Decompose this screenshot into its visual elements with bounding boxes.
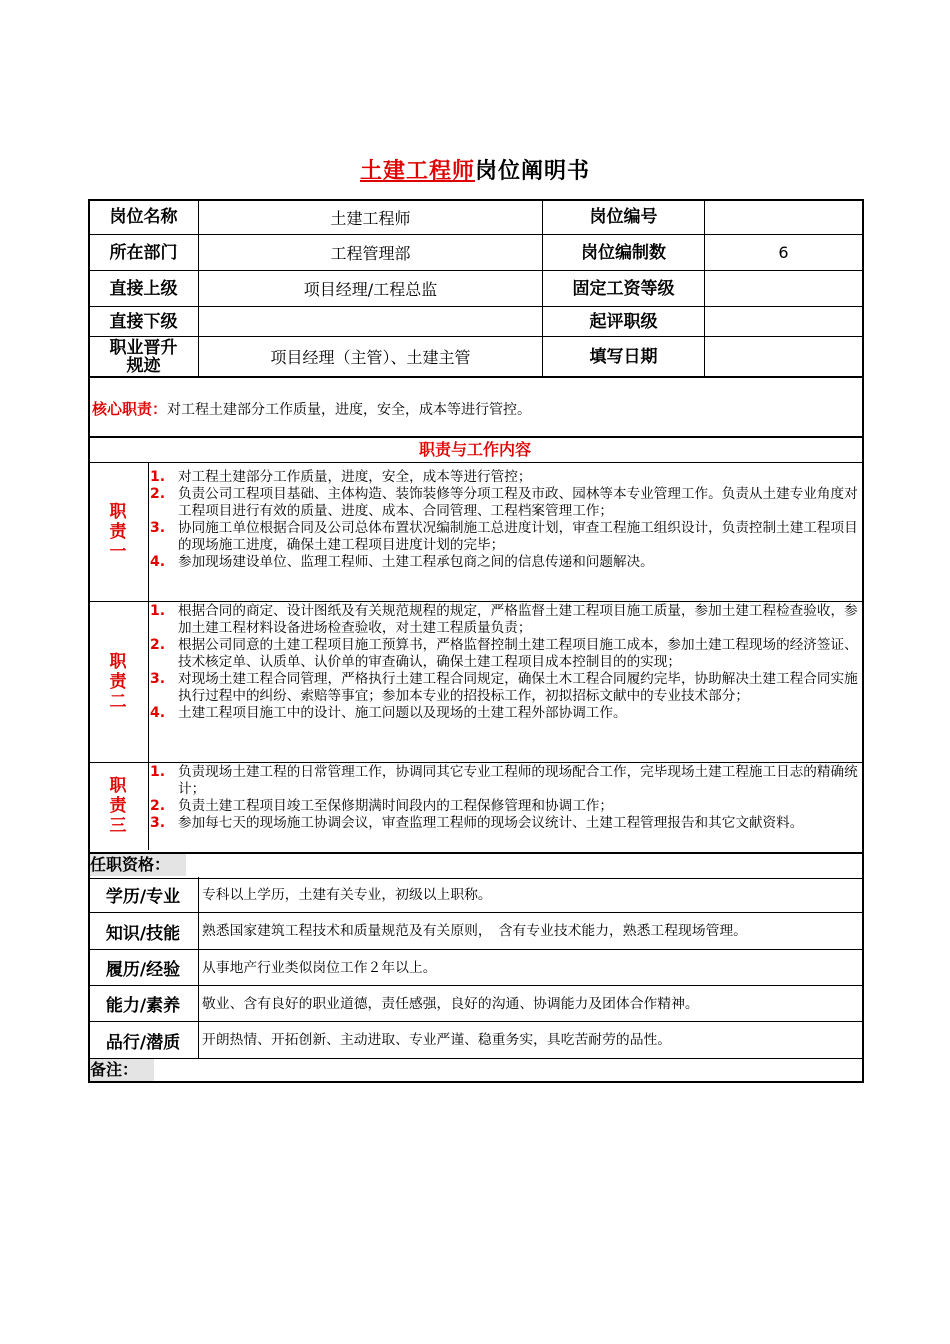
item-number: 2. <box>150 637 166 653</box>
duty-label-char: 职 <box>109 651 127 672</box>
label-fill-date: 填写日期 <box>543 337 705 377</box>
duty-label-char: 责 <box>109 671 127 692</box>
label-subordinate: 直接下级 <box>89 307 199 337</box>
item-number: 1. <box>150 764 166 780</box>
list-item <box>150 520 860 554</box>
qualifications-header <box>88 852 862 879</box>
qual-row-ability <box>88 986 862 1022</box>
duty-label-char: 责 <box>109 796 127 816</box>
qual-value: 专科以上学历，土建有关专业，初级以上职称。 <box>202 886 492 903</box>
duty-label-char: 一 <box>109 542 127 562</box>
qual-label: 能力/素养 <box>88 986 199 1021</box>
item-number: 1. <box>150 603 166 619</box>
list-item <box>150 603 860 637</box>
item-text: 参加现场建设单位、监理工程师、土建工程承包商之间的信息传递和问题解决。 <box>178 554 654 570</box>
basic-info-table <box>88 199 863 377</box>
table-row <box>89 307 863 337</box>
label-career-path <box>89 337 199 377</box>
duty-block-1 <box>88 463 862 602</box>
core-duty <box>92 398 531 419</box>
qual-value: 开朗热情、开拓创新、主动进取、专业严谨、稳重务实，具吃苦耐劳的品性。 <box>202 1032 672 1048</box>
item-text: 参加每七天的现场施工协调会议，审查监理工程师的现场会议统计、土建工程管理报告和其它文献资料。 <box>178 815 804 831</box>
item-number: 3. <box>150 671 166 687</box>
label-superior: 直接上级 <box>89 271 199 307</box>
duties-section-title: 职责与工作内容 <box>88 438 862 463</box>
list-item <box>150 671 860 705</box>
qual-label: 品行/潜质 <box>88 1022 199 1058</box>
notes-label: 备注： <box>88 1059 154 1081</box>
duty-label-char: 二 <box>109 691 127 712</box>
qual-label: 履历/经验 <box>88 950 199 985</box>
value-headcount: 6 <box>705 235 863 271</box>
table-row <box>89 337 863 377</box>
item-text: 根据合同的商定、设计图纸及有关规范规程的规定，严格监督土建工程项目施工质量，参加土建工程检查验收，参加土建工程材料设备进场检查验收，对土建工程质量负责； <box>178 603 858 636</box>
item-text: 协同施工单位根据合同及公司总体布置状况编制施工总进度计划，审查工程施工组织设计，负责控制土建工程项目的现场施工进度，确保土建工程项目进度计划的完毕； <box>178 520 858 553</box>
list-item <box>150 798 860 815</box>
duty-label-2 <box>88 601 149 762</box>
item-number: 3. <box>150 520 166 536</box>
item-number: 1. <box>150 469 166 485</box>
duty-block-3 <box>88 762 862 850</box>
item-text: 土建工程项目施工中的设计、施工问题以及现场的土建工程外部协调工作。 <box>178 705 627 721</box>
list-item <box>150 815 860 832</box>
list-item <box>150 469 860 486</box>
qual-label: 知识/技能 <box>88 913 199 949</box>
item-number: 4. <box>150 705 166 721</box>
notes-row <box>88 1059 862 1081</box>
label-position-code: 岗位编号 <box>543 200 705 235</box>
qual-value: 敬业、含有良好的职业道德，责任感强，良好的沟通、协调能力及团体合作精神。 <box>202 995 699 1012</box>
duty-label-3 <box>88 762 149 850</box>
core-duty-section <box>88 376 862 438</box>
list-item <box>150 764 860 798</box>
duty-label-char: 责 <box>109 522 127 542</box>
item-number: 4. <box>150 554 166 570</box>
title-highlight: 土建工程师 <box>359 159 475 184</box>
page-title <box>0 154 950 185</box>
label-position-name: 岗位名称 <box>89 200 199 235</box>
duty-label-char: 职 <box>109 776 127 796</box>
duty-label-char: 三 <box>109 816 127 836</box>
item-text: 对工程土建部分工作质量，进度，安全，成本等进行管控； <box>178 469 532 485</box>
item-text: 负责土建工程项目竣工至保修期满时间段内的工程保修管理和协调工作； <box>178 798 613 814</box>
list-item <box>150 486 860 520</box>
table-row <box>89 200 863 235</box>
item-number: 2. <box>150 486 166 502</box>
table-row <box>89 235 863 271</box>
qual-row-knowledge <box>88 913 862 950</box>
list-item <box>150 705 860 722</box>
title-rest: 岗位阐明书 <box>475 159 591 184</box>
list-item <box>150 554 860 571</box>
value-career-path: 项目经理（主管）、土建主管 <box>199 337 543 377</box>
qual-row-character <box>88 1022 862 1059</box>
label-department: 所在部门 <box>89 235 199 271</box>
qualifications-title: 任职资格： <box>88 854 186 876</box>
item-number: 2. <box>150 798 166 814</box>
value-salary-grade <box>705 271 863 307</box>
qual-value: 从事地产行业类似岗位工作２年以上。 <box>202 959 437 976</box>
item-number: 3. <box>150 815 166 831</box>
list-item <box>150 637 860 671</box>
value-fill-date <box>705 337 863 377</box>
label-salary-grade: 固定工资等级 <box>543 271 705 307</box>
core-duty-text: 对工程土建部分工作质量，进度，安全，成本等进行管控。 <box>167 402 532 418</box>
item-text: 负责公司工程项目基础、主体构造、装饰装修等分项工程及市政、园林等本专业管理工作。负责从土建专业角度对工程项目进行有效的质量、进度、成本、合同管理、工程档案管理工作； <box>178 486 858 519</box>
value-department: 工程管理部 <box>199 235 543 271</box>
core-duty-label: 核心职责： <box>92 400 168 418</box>
label-headcount: 岗位编制数 <box>543 235 705 271</box>
item-text: 负责现场土建工程的日常管理工作，协调同其它专业工程师的现场配合工作，完毕现场土建工程施工日志的精确统计； <box>178 764 858 797</box>
value-superior: 项目经理/工程总监 <box>199 271 543 307</box>
qual-value: 熟悉国家建筑工程技术和质量规范及有关原则， 含有专业技术能力，熟悉工程现场管理。 <box>202 923 747 939</box>
qual-label: 学历/专业 <box>88 877 199 912</box>
qual-row-education <box>88 877 862 913</box>
duty-block-2 <box>88 601 862 763</box>
qual-row-experience <box>88 950 862 986</box>
label-rating-level: 起评职级 <box>543 307 705 337</box>
value-subordinate <box>199 307 543 337</box>
duty-label-char: 职 <box>109 502 127 522</box>
value-position-code <box>705 200 863 235</box>
value-position-name: 土建工程师 <box>199 200 543 235</box>
label-career-path-line2: 规迹 <box>126 355 161 376</box>
label-career-path-line1: 职业晋升 <box>109 337 178 358</box>
table-row <box>89 271 863 307</box>
item-text: 对现场土建工程合同管理，严格执行土建工程合同规定，确保土木工程合同履约完毕，协助解决土建工程合同实施执行过程中的纠纷、索赔等事宜；参加本专业的招投标工作，初拟招标文献中的专业技术部分； <box>178 671 858 704</box>
duty-label-1 <box>88 463 149 601</box>
item-text: 根据公司同意的土建工程项目施工预算书，严格监督控制土建工程项目施工成本，参加土建工程现场的经济签证、技术核定单、认质单、认价单的审查确认，确保土建工程项目成本控制目的的实现； <box>178 637 858 670</box>
value-rating-level <box>705 307 863 337</box>
